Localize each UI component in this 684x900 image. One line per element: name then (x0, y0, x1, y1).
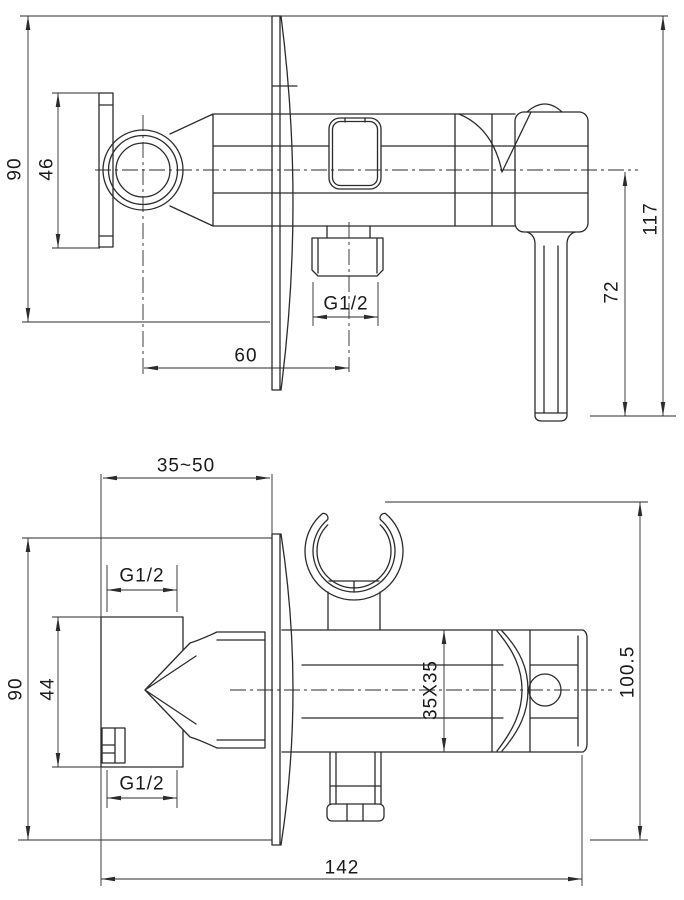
dim-label-outlet-thread: G1/2 (323, 293, 369, 315)
dim-label-top-thread: G1/2 (119, 565, 165, 587)
handle-stub-cap (327, 804, 384, 821)
diverter-button-outer (329, 118, 381, 189)
dim-label-height-46: 46 (36, 157, 58, 181)
dim-label-height-90: 90 (4, 157, 26, 181)
dim-label-holder-100-5: 100.5 (617, 645, 639, 699)
outlet-stub-side (312, 226, 383, 276)
dim-label-section-35x35: 35X35 (420, 660, 442, 720)
side-port-fitting (102, 728, 125, 763)
lever-handle-stem (527, 232, 575, 421)
plan-view (6, 456, 649, 887)
dim-label-bottom-thread: G1/2 (119, 773, 165, 795)
wall-plate-side (272, 16, 297, 390)
dim-label-height-117: 117 (640, 202, 662, 236)
handle-stub-plan (330, 752, 381, 821)
extension-lines-plan (18, 474, 648, 886)
dim-label-handle-72: 72 (601, 280, 623, 304)
centerlines-side (95, 115, 638, 375)
side-view (5, 16, 677, 421)
dim-label-wall-depth: 35~50 (156, 455, 216, 477)
dim-label-width-44: 44 (37, 677, 59, 701)
cartridge-housing (515, 112, 588, 232)
dim-label-width-90: 90 (5, 677, 27, 701)
dim-label-length-142: 142 (324, 857, 360, 879)
dim-label-offset-60: 60 (234, 345, 258, 367)
diverter-button-inner (333, 122, 378, 186)
wall-plate-plan (272, 534, 293, 845)
extension-lines-side (20, 16, 676, 416)
